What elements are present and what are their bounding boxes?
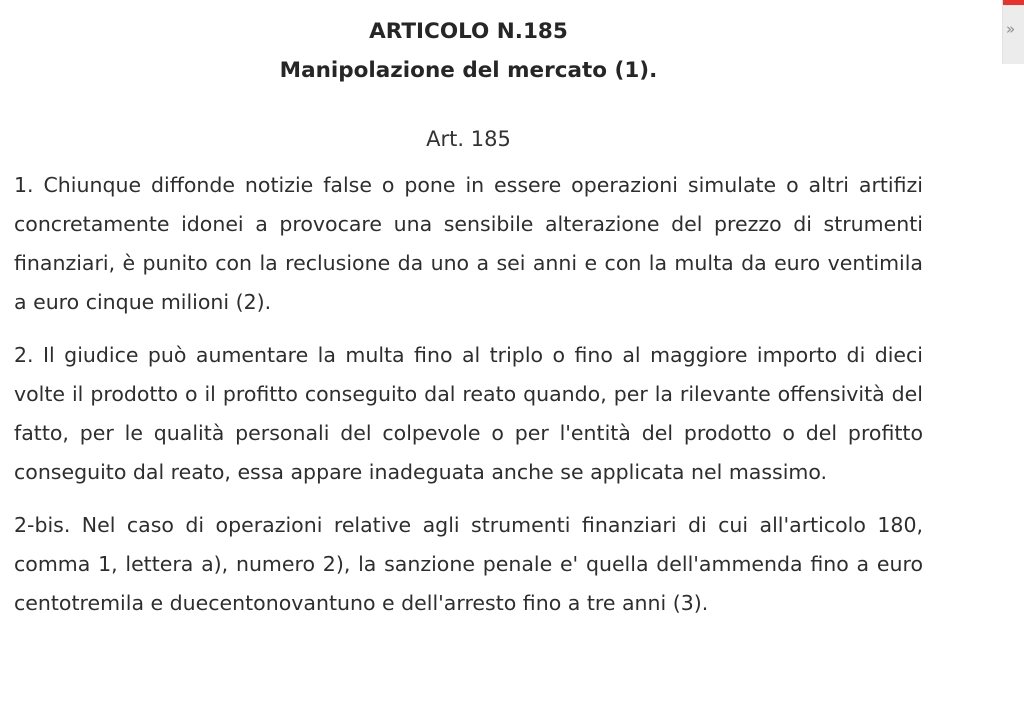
article-subheading: Manipolazione del mercato (1). (279, 58, 658, 83)
double-chevron-right-icon: » (1006, 20, 1016, 38)
art-label: Art. 185 (426, 127, 511, 151)
paragraph-2: 2. Il giudice può aumentare la multa fino al triplo o fino al maggiore importo di dieci volte il prodotto o il profitto conseguito dal reato quando, per la rilevante offensività del fatto, per le qualità personali del colpevole o per l'entità del prodotto o del profitto conseguito dal reato, essa appare inadeguata anche se applicata nel massimo. (14, 343, 923, 484)
side-panel-toggle[interactable] (1002, 0, 1024, 64)
article-content (14, 0, 923, 623)
paragraph-1: 1. Chiunque diffonde notizie false o pone in essere operazioni simulate o altri artifizi concretamente idonei a provocare una sensibile alterazione del prezzo di strumenti finanziari, è punito con la reclusione da uno a sei anni e con la multa da euro ventimila a euro cinque milioni (2). (14, 173, 923, 314)
paragraph-2-bis: 2-bis. Nel caso di operazioni relative agli strumenti finanziari di cui all'articolo 180, comma 1, lettera a), numero 2), la sanzione penale e' quella dell'ammenda fino a euro centotremila e duecentonovantuno e dell'arresto fino a tre anni (3). (14, 513, 923, 615)
accent-bar (1003, 0, 1024, 5)
article-heading: ARTICOLO N.185 (369, 19, 568, 44)
